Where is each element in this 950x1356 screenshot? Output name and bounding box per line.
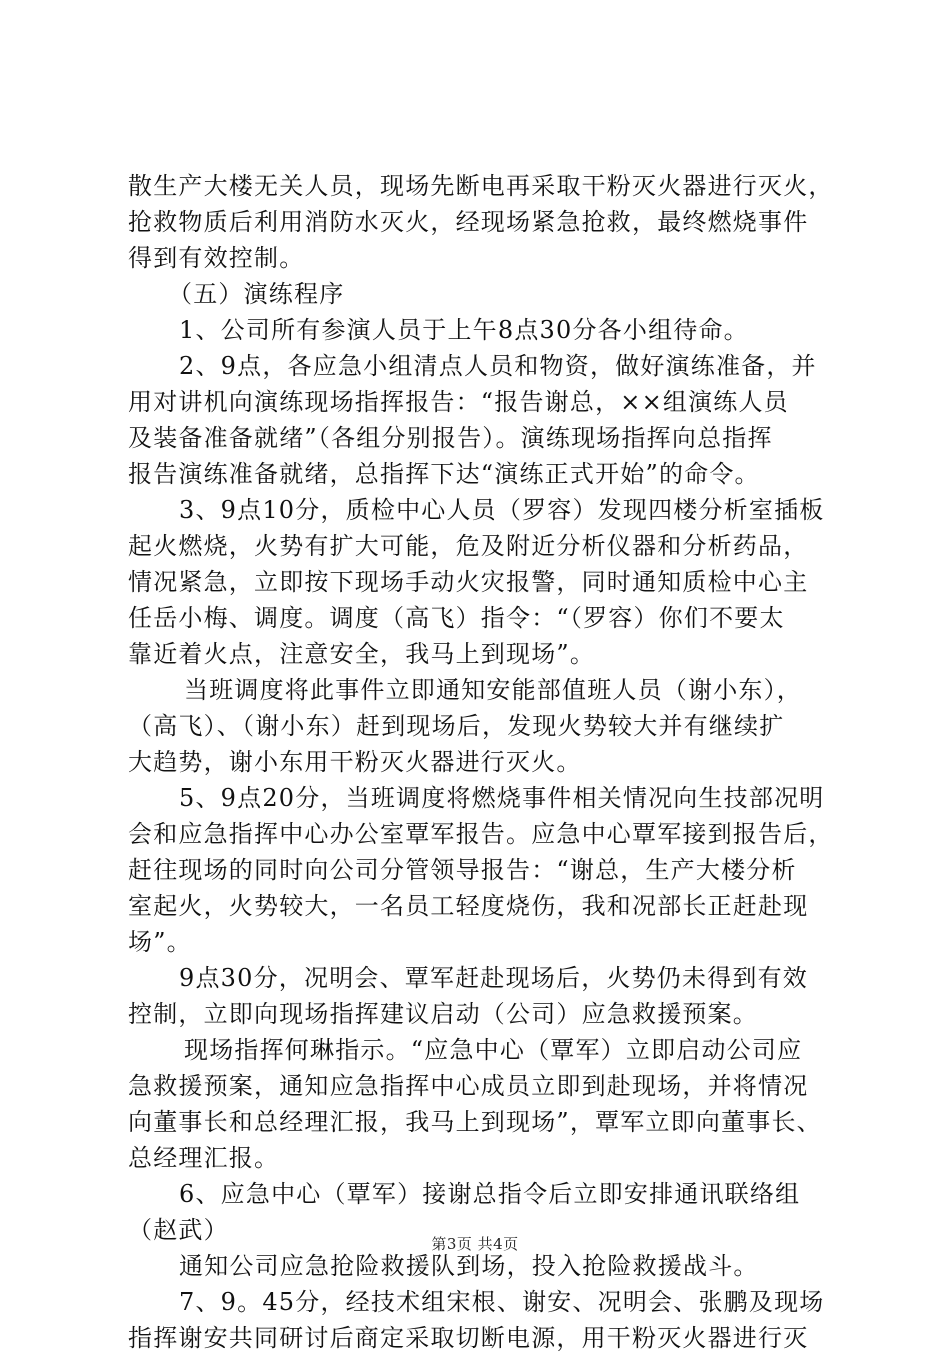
text-line: 抢救物质后利用消防水灭火，经现场紧急抢救，最终燃烧事件 xyxy=(128,208,809,236)
section-heading: （五）演练程序 xyxy=(168,280,345,308)
page-number-label: 第3页 共4页 xyxy=(431,1235,519,1253)
text-line: 3、9点10分，质检中心人员（罗容）发现四楼分析室插板 xyxy=(179,496,825,524)
text-line: 急救援预案，通知应急指挥中心成员立即到赴现场，并将情况 xyxy=(128,1072,809,1100)
text-line: 任岳小梅、调度。调度（高飞）指令：“（罗容）你们不要太 xyxy=(128,604,785,632)
text-line: 用对讲机向演练现场指挥报告：“报告谢总，××组演练人员 xyxy=(128,388,789,416)
text-line: 会和应急指挥中心办公室覃军报告。应急中心覃军接到报告后， xyxy=(128,820,834,848)
text-line: 9点30分，况明会、覃军赶赴现场后，火势仍未得到有效 xyxy=(179,964,809,992)
text-line: 通知公司应急抢险救援队到场，投入抢险救援战斗。 xyxy=(179,1252,759,1280)
text-line: 7、9。45分，经技术组宋根、谢安、况明会、张鹏及现场 xyxy=(179,1288,825,1316)
text-line: 指挥谢安共同研讨后商定采取切断电源，用干粉灭火器进行灭 xyxy=(128,1324,809,1352)
text-line: 当班调度将此事件立即通知安能部值班人员（谢小东）， xyxy=(184,676,802,704)
text-line: 赶往现场的同时向公司分管领导报告：“谢总，生产大楼分析 xyxy=(128,856,797,884)
text-line: 场”。 xyxy=(128,928,192,956)
text-line: 1、公司所有参演人员于上午8点30分各小组待命。 xyxy=(179,316,749,344)
text-line: 起火燃烧，火势有扩大可能，危及附近分析仪器和分析药品， xyxy=(128,532,809,560)
text-line: 2、9点，各应急小组清点人员和物资，做好演练准备，并 xyxy=(179,352,817,380)
page-footer xyxy=(0,1234,950,1254)
text-line: 室起火，火势较大，一名员工轻度烧伤，我和况部长正赶赴现 xyxy=(128,892,809,920)
text-line: （高飞）、（谢小东）赶到现场后，发现火势较大并有继续扩 xyxy=(128,712,785,740)
text-line: （赵武） xyxy=(128,1216,229,1244)
text-line: 散生产大楼无关人员，现场先断电再采取干粉灭火器进行灭火， xyxy=(128,172,834,200)
text-line: 靠近着火点，注意安全，我马上到现场”。 xyxy=(128,640,596,668)
text-line: 报告演练准备就绪，总指挥下达“演练正式开始”的命令。 xyxy=(128,460,760,488)
text-line: 5、9点20分，当班调度将燃烧事件相关情况向生技部况明 xyxy=(179,784,825,812)
text-line: 得到有效控制。 xyxy=(128,244,305,272)
text-line: 6、应急中心（覃军）接谢总指令后立即安排通讯联络组 xyxy=(179,1180,801,1208)
text-line: 情况紧急，立即按下现场手动火灾报警，同时通知质检中心主 xyxy=(128,568,809,596)
text-line: 大趋势，谢小东用干粉灭火器进行灭火。 xyxy=(128,748,582,776)
text-line: 控制，立即向现场指挥建议启动（公司）应急救援预案。 xyxy=(128,1000,758,1028)
text-line: 总经理汇报。 xyxy=(128,1144,280,1172)
text-line: 向董事长和总经理汇报，我马上到现场”，覃军立即向董事长、 xyxy=(128,1108,822,1136)
text-line: 现场指挥何琳指示。“应急中心（覃军）立即启动公司应 xyxy=(184,1036,803,1064)
text-line: 及装备准备就绪”（各组分别报告）。演练现场指挥向总指挥 xyxy=(128,424,773,452)
